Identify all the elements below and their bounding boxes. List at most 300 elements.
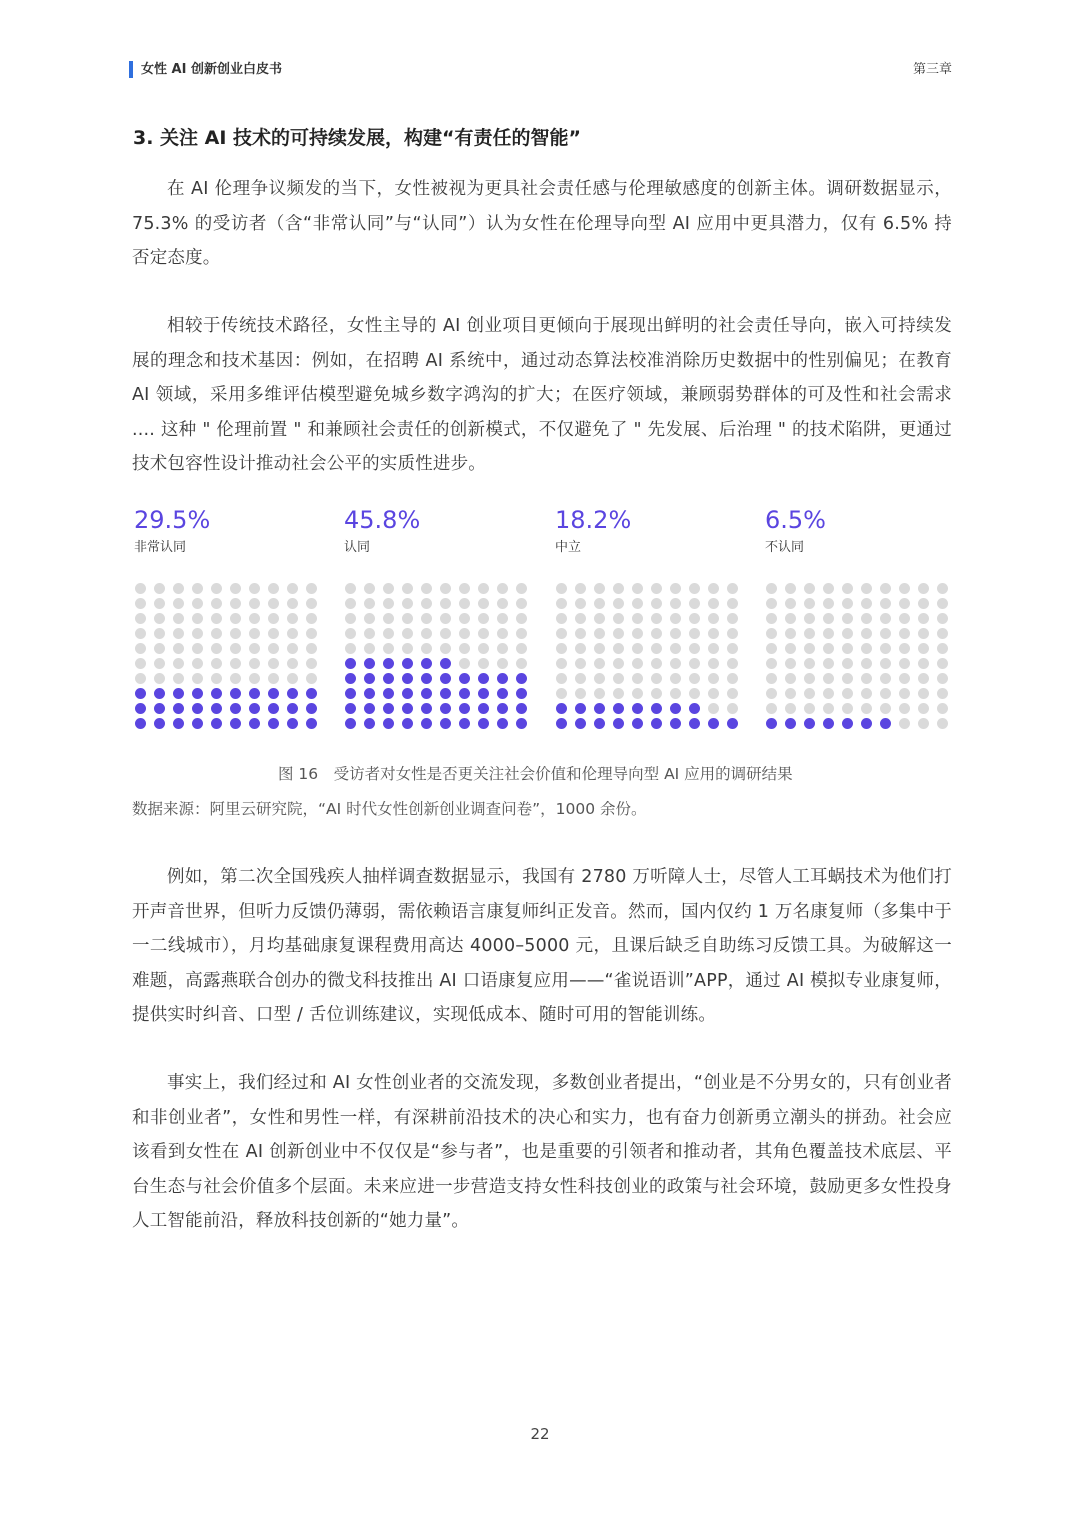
waffle-dot-filled (249, 688, 260, 699)
waffle-dot-empty (345, 613, 356, 624)
waffle-dot-empty (861, 628, 872, 639)
waffle-dot-filled (421, 658, 432, 669)
waffle-dot-empty (937, 643, 948, 654)
waffle-dot-empty (785, 673, 796, 684)
stat-value: 45.8% (344, 506, 421, 534)
waffle-dot-empty (689, 613, 700, 624)
waffle-dot-empty (785, 628, 796, 639)
waffle-dot-empty (937, 673, 948, 684)
waffle-dot-empty (842, 613, 853, 624)
waffle-dot-empty (937, 718, 948, 729)
waffle-dot-empty (670, 643, 681, 654)
stat-value: 18.2% (555, 506, 632, 534)
stat-value: 6.5% (765, 506, 826, 534)
waffle-dot-empty (268, 628, 279, 639)
waffle-dot-empty (173, 643, 184, 654)
header-title: 女性 AI 创新创业白皮书 (141, 62, 282, 77)
waffle-dot-empty (135, 673, 146, 684)
waffle-dot-empty (899, 583, 910, 594)
waffle-dot-filled (345, 718, 356, 729)
stat-value: 29.5% (134, 506, 211, 534)
waffle-dot-filled (516, 673, 527, 684)
waffle-dot-empty (861, 688, 872, 699)
waffle-dot-empty (842, 628, 853, 639)
waffle-dot-empty (766, 613, 777, 624)
waffle-dot-empty (689, 628, 700, 639)
waffle-dot-filled (516, 688, 527, 699)
waffle-dot-empty (727, 613, 738, 624)
waffle-dot-empty (918, 703, 929, 714)
waffle-dot-empty (899, 673, 910, 684)
waffle-dot-filled (211, 688, 222, 699)
waffle-dot-empty (880, 613, 891, 624)
stat-agree (344, 505, 420, 557)
waffle-dot-empty (727, 673, 738, 684)
waffle-dot-empty (459, 658, 470, 669)
waffle-dot-empty (708, 613, 719, 624)
waffle-dot-empty (937, 703, 948, 714)
waffle-dot-empty (173, 613, 184, 624)
waffle-dot-empty (766, 703, 777, 714)
waffle-dot-empty (383, 598, 394, 609)
waffle-dot-filled (651, 703, 662, 714)
waffle-dot-empty (440, 628, 451, 639)
waffle-dot-empty (516, 583, 527, 594)
waffle-dot-empty (823, 688, 834, 699)
waffle-dot-empty (459, 628, 470, 639)
waffle-dot-empty (651, 658, 662, 669)
waffle-dot-filled (192, 703, 203, 714)
waffle-dot-empty (918, 688, 929, 699)
waffle-dot-empty (192, 643, 203, 654)
waffle-dot-empty (575, 628, 586, 639)
waffle-dot-empty (651, 613, 662, 624)
waffle-dot-empty (287, 673, 298, 684)
waffle-dot-empty (689, 688, 700, 699)
waffle-dot-empty (556, 643, 567, 654)
waffle-dot-filled (497, 718, 508, 729)
figure-caption: 图 16 受访者对女性是否更关注社会价值和伦理导向型 AI 应用的调研结果 (278, 765, 793, 783)
waffle-dot-empty (842, 703, 853, 714)
waffle-dot-empty (670, 598, 681, 609)
waffle-dot-filled (594, 718, 605, 729)
waffle-dot-empty (670, 673, 681, 684)
waffle-dot-empty (918, 613, 929, 624)
waffle-dot-empty (516, 628, 527, 639)
waffle-dot-filled (364, 658, 375, 669)
waffle-dot-filled (613, 718, 624, 729)
waffle-dot-empty (842, 598, 853, 609)
waffle-dot-filled (459, 703, 470, 714)
waffle-dot-filled (478, 718, 489, 729)
waffle-dot-empty (823, 658, 834, 669)
waffle-dot-filled (402, 658, 413, 669)
waffle-dot-empty (135, 628, 146, 639)
waffle-dot-filled (230, 688, 241, 699)
stat-disagree (765, 505, 826, 557)
waffle-dot-filled (497, 688, 508, 699)
waffle-dot-empty (594, 598, 605, 609)
dot-grid-strongly-agree (133, 581, 323, 731)
waffle-dot-empty (440, 643, 451, 654)
waffle-dot-empty (556, 688, 567, 699)
waffle-dot-empty (918, 718, 929, 729)
waffle-dot-empty (804, 703, 815, 714)
waffle-dot-empty (670, 628, 681, 639)
waffle-dot-filled (632, 703, 643, 714)
waffle-dot-filled (651, 718, 662, 729)
waffle-dot-filled (345, 703, 356, 714)
waffle-dot-filled (383, 658, 394, 669)
waffle-dot-filled (440, 718, 451, 729)
waffle-dot-empty (823, 703, 834, 714)
waffle-dot-empty (766, 643, 777, 654)
waffle-dot-filled (135, 703, 146, 714)
waffle-dot-empty (173, 658, 184, 669)
waffle-dot-empty (785, 703, 796, 714)
waffle-dot-empty (880, 583, 891, 594)
waffle-dot-empty (918, 673, 929, 684)
waffle-dot-filled (440, 703, 451, 714)
waffle-dot-filled (402, 703, 413, 714)
waffle-dot-filled (287, 718, 298, 729)
waffle-dot-empty (211, 598, 222, 609)
waffle-dot-empty (823, 673, 834, 684)
waffle-dot-empty (421, 598, 432, 609)
waffle-dot-empty (575, 688, 586, 699)
waffle-dot-empty (899, 688, 910, 699)
waffle-dot-empty (918, 658, 929, 669)
waffle-dot-empty (268, 583, 279, 594)
waffle-dot-empty (899, 598, 910, 609)
waffle-dot-empty (918, 598, 929, 609)
waffle-dot-empty (708, 658, 719, 669)
waffle-dot-filled (154, 703, 165, 714)
paragraph-1: 在 AI 伦理争议频发的当下，女性被视为更具社会责任感与伦理敏感度的创新主体。调研数据显示，75.3% 的受访者（含“非常认同”与“认同”）认为女性在伦理导向型 AI 应用中更具潜力，仅有 6.5% 持否定态度。 (132, 179, 952, 268)
waffle-dot-empty (383, 628, 394, 639)
waffle-dot-empty (670, 688, 681, 699)
waffle-dot-empty (823, 628, 834, 639)
waffle-dot-empty (478, 628, 489, 639)
waffle-dot-empty (899, 643, 910, 654)
waffle-dot-empty (861, 598, 872, 609)
waffle-dot-empty (154, 598, 165, 609)
waffle-dot-empty (516, 643, 527, 654)
waffle-dot-empty (478, 643, 489, 654)
waffle-dot-empty (268, 613, 279, 624)
waffle-dot-empty (268, 598, 279, 609)
waffle-dot-empty (383, 643, 394, 654)
waffle-dot-empty (402, 598, 413, 609)
page-number: 22 (530, 1425, 550, 1443)
waffle-dot-empty (287, 598, 298, 609)
waffle-dot-empty (135, 583, 146, 594)
waffle-dot-empty (249, 583, 260, 594)
waffle-dot-empty (594, 628, 605, 639)
waffle-dot-empty (192, 583, 203, 594)
waffle-dot-empty (268, 673, 279, 684)
waffle-dot-empty (594, 583, 605, 594)
waffle-dot-filled (364, 673, 375, 684)
waffle-dot-empty (364, 628, 375, 639)
waffle-dot-empty (421, 628, 432, 639)
waffle-dot-empty (880, 703, 891, 714)
waffle-dot-empty (918, 628, 929, 639)
waffle-dot-empty (497, 658, 508, 669)
paragraph-2: 相较于传统技术路径，女性主导的 AI 创业项目更倾向于展现出鲜明的社会责任导向，嵌入可持续发展的理念和技术基因：例如，在招聘 AI 系统中，通过动态算法校准消除历史数据中的性别偏见；在教育 AI 领域，采用多维评估模型避免城乡数字鸿沟的扩大；在医疗领域，兼顾弱势群体的可及性和社会需求 .... 这种 " 伦理前置 " 和兼顾社会责任的创新模式，不仅避免了 " 先发展、后治理 " 的技术陷阱，更通过技术包容性设计推动社会公平的实质性进步。 (132, 316, 952, 474)
header-accent-bar (129, 61, 133, 78)
waffle-dot-empty (727, 583, 738, 594)
waffle-dot-empty (556, 583, 567, 594)
data-source: 数据来源：阿里云研究院，“AI 时代女性创新创业调查问卷”，1000 余份。 (132, 800, 647, 818)
waffle-dot-filled (421, 703, 432, 714)
waffle-dot-empty (478, 658, 489, 669)
waffle-dot-filled (154, 688, 165, 699)
waffle-dot-empty (575, 643, 586, 654)
waffle-dot-empty (613, 658, 624, 669)
waffle-dot-empty (211, 613, 222, 624)
waffle-dot-empty (383, 583, 394, 594)
waffle-dot-empty (613, 688, 624, 699)
waffle-dot-empty (861, 583, 872, 594)
waffle-dot-empty (249, 658, 260, 669)
waffle-dot-empty (249, 598, 260, 609)
waffle-dot-filled (497, 703, 508, 714)
waffle-dot-empty (192, 628, 203, 639)
waffle-dot-empty (766, 598, 777, 609)
waffle-dot-filled (249, 718, 260, 729)
waffle-dot-filled (556, 718, 567, 729)
waffle-dot-empty (211, 658, 222, 669)
waffle-dot-filled (670, 718, 681, 729)
waffle-dot-empty (287, 613, 298, 624)
waffle-dot-empty (651, 583, 662, 594)
waffle-dot-empty (421, 583, 432, 594)
waffle-dot-empty (556, 673, 567, 684)
waffle-dot-empty (230, 598, 241, 609)
waffle-dot-empty (766, 628, 777, 639)
waffle-dot-filled (478, 673, 489, 684)
waffle-dot-empty (575, 583, 586, 594)
waffle-dot-empty (421, 643, 432, 654)
waffle-dot-empty (842, 658, 853, 669)
stat-label: 不认同 (765, 540, 805, 555)
waffle-dot-empty (306, 658, 317, 669)
waffle-dot-empty (192, 598, 203, 609)
waffle-dot-empty (804, 643, 815, 654)
waffle-dot-empty (497, 598, 508, 609)
header-chapter: 第三章 (912, 62, 952, 77)
waffle-dot-empty (689, 583, 700, 594)
waffle-dot-empty (861, 658, 872, 669)
waffle-dot-filled (459, 718, 470, 729)
waffle-dot-empty (613, 628, 624, 639)
waffle-dot-empty (880, 688, 891, 699)
waffle-dot-empty (766, 688, 777, 699)
waffle-dot-empty (708, 598, 719, 609)
waffle-dot-empty (708, 673, 719, 684)
stat-label: 认同 (344, 540, 371, 555)
waffle-dot-empty (459, 613, 470, 624)
dot-grid-disagree (764, 581, 954, 731)
waffle-dot-empty (135, 613, 146, 624)
waffle-dot-empty (651, 643, 662, 654)
waffle-dot-empty (440, 613, 451, 624)
waffle-dot-empty (842, 643, 853, 654)
waffle-dot-empty (211, 583, 222, 594)
waffle-dot-filled (364, 718, 375, 729)
waffle-dot-empty (766, 673, 777, 684)
waffle-dot-empty (670, 583, 681, 594)
waffle-dot-filled (306, 718, 317, 729)
waffle-dot-empty (651, 628, 662, 639)
waffle-dot-empty (727, 598, 738, 609)
waffle-dot-empty (154, 673, 165, 684)
waffle-dot-filled (575, 718, 586, 729)
waffle-dot-filled (383, 718, 394, 729)
paragraph-3: 例如，第二次全国残疾人抽样调查数据显示，我国有 2780 万听障人士，尽管人工耳蜗技术为他们打开声音世界，但听力反馈仍薄弱，需依赖语言康复师纠正发音。然而，国内仅约 1 万名康复师（多集中于一二线城市），月均基础康复课程费用高达 4000–5000 元，且课后缺乏自助练习反馈工具。为破解这一难题，高露燕联合创办的微戈科技推出 AI 口语康复应用——“雀说语训”APP，通过 AI 模拟专业康复师，提供实时纠音、口型 / 舌位训练建议，实现低成本、随时可用的智能训练。 (132, 867, 952, 1025)
waffle-dot-filled (766, 718, 777, 729)
waffle-dot-empty (708, 643, 719, 654)
waffle-dot-empty (173, 673, 184, 684)
waffle-dot-empty (823, 583, 834, 594)
waffle-dot-filled (440, 658, 451, 669)
waffle-dot-empty (135, 598, 146, 609)
waffle-dot-empty (268, 658, 279, 669)
waffle-dot-empty (345, 598, 356, 609)
waffle-dot-empty (402, 643, 413, 654)
waffle-dot-filled (421, 718, 432, 729)
waffle-dot-filled (173, 688, 184, 699)
waffle-dot-empty (785, 583, 796, 594)
waffle-dot-filled (135, 688, 146, 699)
waffle-dot-empty (497, 613, 508, 624)
waffle-dot-empty (364, 643, 375, 654)
waffle-dot-filled (192, 688, 203, 699)
waffle-dot-empty (421, 613, 432, 624)
waffle-dot-empty (556, 598, 567, 609)
stat-neutral (555, 505, 631, 557)
waffle-dot-empty (880, 673, 891, 684)
waffle-dot-empty (842, 673, 853, 684)
stat-strongly-agree (134, 505, 210, 557)
waffle-dot-empty (937, 688, 948, 699)
waffle-dot-empty (556, 628, 567, 639)
waffle-dot-empty (192, 613, 203, 624)
waffle-dot-empty (306, 583, 317, 594)
waffle-dot-filled (613, 703, 624, 714)
waffle-dot-empty (804, 628, 815, 639)
waffle-dot-filled (402, 673, 413, 684)
waffle-dot-empty (842, 688, 853, 699)
waffle-dot-empty (823, 598, 834, 609)
waffle-dot-empty (575, 658, 586, 669)
waffle-dot-filled (383, 688, 394, 699)
waffle-dot-filled (459, 673, 470, 684)
waffle-dot-empty (785, 658, 796, 669)
waffle-dot-empty (708, 703, 719, 714)
waffle-dot-filled (804, 718, 815, 729)
waffle-dot-empty (440, 598, 451, 609)
waffle-dot-empty (632, 583, 643, 594)
waffle-dot-empty (766, 658, 777, 669)
waffle-dot-filled (670, 703, 681, 714)
waffle-dot-empty (345, 583, 356, 594)
stat-label: 非常认同 (134, 540, 187, 555)
waffle-dot-empty (230, 583, 241, 594)
waffle-dot-filled (421, 688, 432, 699)
waffle-dot-empty (937, 613, 948, 624)
waffle-dot-filled (306, 703, 317, 714)
waffle-dot-empty (727, 658, 738, 669)
waffle-dot-filled (459, 688, 470, 699)
waffle-dot-filled (249, 703, 260, 714)
waffle-dot-empty (918, 583, 929, 594)
waffle-dot-empty (402, 628, 413, 639)
waffle-dot-empty (861, 673, 872, 684)
waffle-dot-filled (383, 673, 394, 684)
waffle-dot-empty (173, 628, 184, 639)
waffle-dot-empty (727, 628, 738, 639)
waffle-dot-empty (785, 598, 796, 609)
waffle-dot-empty (230, 658, 241, 669)
waffle-dot-empty (154, 643, 165, 654)
waffle-dot-empty (727, 643, 738, 654)
waffle-dot-filled (173, 703, 184, 714)
waffle-dot-empty (173, 583, 184, 594)
waffle-dot-empty (785, 613, 796, 624)
waffle-dot-empty (937, 583, 948, 594)
waffle-dot-filled (842, 718, 853, 729)
waffle-dot-filled (287, 703, 298, 714)
waffle-dot-empty (478, 613, 489, 624)
page-header (129, 60, 952, 80)
waffle-dot-filled (230, 718, 241, 729)
waffle-dot-empty (459, 583, 470, 594)
waffle-dot-filled (364, 688, 375, 699)
waffle-dot-empty (937, 598, 948, 609)
waffle-dot-filled (478, 688, 489, 699)
waffle-dot-filled (268, 703, 279, 714)
waffle-dot-empty (383, 613, 394, 624)
waffle-dot-empty (689, 598, 700, 609)
waffle-dot-filled (268, 718, 279, 729)
waffle-dot-empty (230, 643, 241, 654)
waffle-dot-empty (497, 628, 508, 639)
waffle-dot-empty (287, 643, 298, 654)
waffle-dot-filled (632, 718, 643, 729)
waffle-dot-empty (785, 688, 796, 699)
waffle-dot-empty (861, 643, 872, 654)
waffle-dot-filled (823, 718, 834, 729)
waffle-dot-empty (651, 673, 662, 684)
waffle-dot-filled (402, 688, 413, 699)
waffle-dot-empty (211, 673, 222, 684)
waffle-dot-empty (287, 583, 298, 594)
waffle-dot-empty (364, 598, 375, 609)
waffle-dot-empty (632, 643, 643, 654)
waffle-dot-empty (670, 658, 681, 669)
waffle-dot-empty (173, 598, 184, 609)
waffle-dot-empty (880, 598, 891, 609)
waffle-dot-empty (556, 658, 567, 669)
waffle-dot-filled (211, 703, 222, 714)
waffle-dot-filled (861, 718, 872, 729)
waffle-dot-empty (613, 613, 624, 624)
waffle-dot-empty (154, 583, 165, 594)
waffle-dot-empty (402, 583, 413, 594)
waffle-dot-filled (154, 718, 165, 729)
